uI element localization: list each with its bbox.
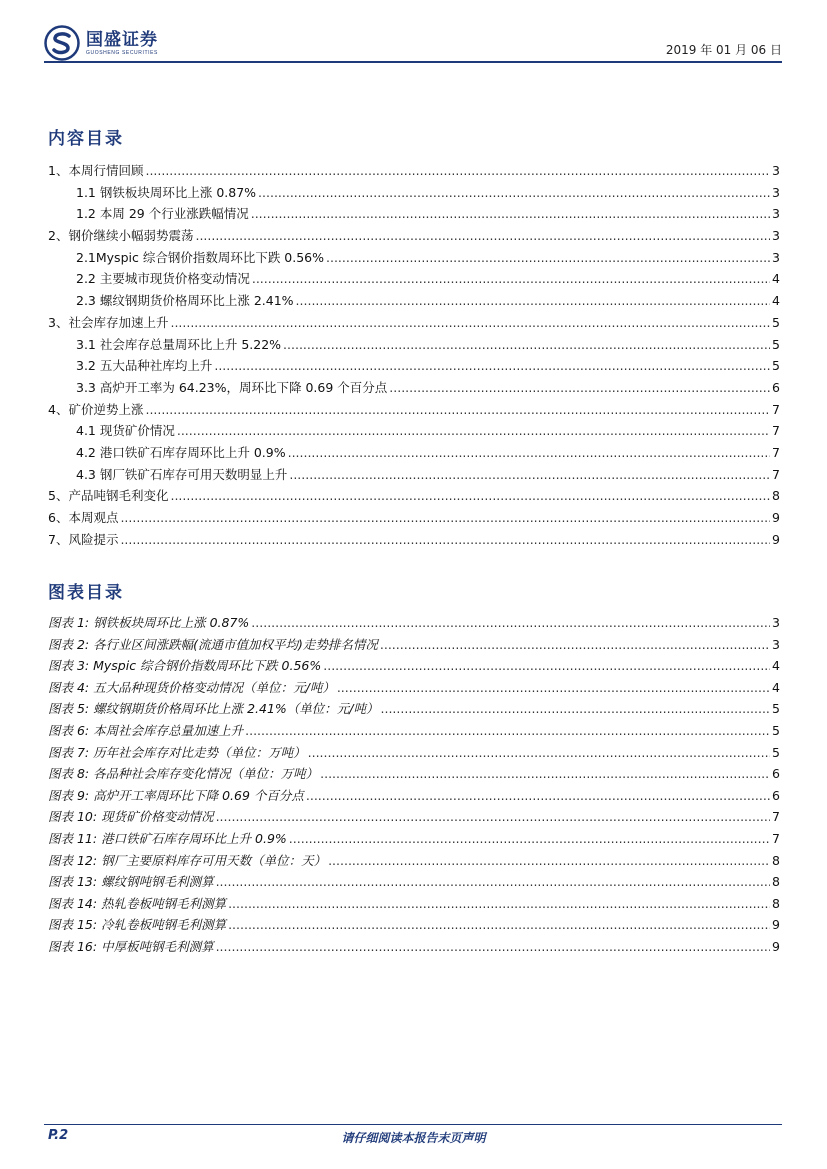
entry-page-number: 9: [772, 938, 780, 954]
entry-title: 4.1 现货矿价情况: [76, 423, 175, 439]
dot-leader: [337, 677, 770, 699]
contents-entry[interactable]: [48, 290, 780, 312]
footer-divider: [44, 1124, 782, 1125]
entry-title: 图表 11: 港口铁矿石库存周环比上升 0.9%: [48, 830, 287, 846]
figure-entry[interactable]: [48, 655, 780, 677]
entry-page-number: 5: [772, 336, 780, 352]
entry-title: 图表 5: 螺纹钢期货价格周环比上涨 2.41%（单位：元/吨）: [48, 701, 379, 717]
dot-leader: [228, 914, 770, 936]
contents-entry[interactable]: [48, 182, 780, 204]
entry-page-number: 3: [772, 206, 780, 222]
contents-entry[interactable]: [48, 442, 780, 464]
entry-title: 图表 2: 各行业区间涨跌幅(流通市值加权平均)走势排名情况: [48, 636, 378, 652]
company-logo: [44, 24, 158, 62]
entry-title: 2.2 主要城市现货价格变动情况: [76, 271, 250, 287]
entry-page-number: 3: [772, 615, 780, 630]
figure-entry[interactable]: [48, 785, 780, 807]
entry-title: 2、钢价继续小幅弱势震荡: [48, 228, 194, 244]
entry-page-number: 5: [772, 744, 780, 760]
dot-leader: [389, 377, 770, 399]
entry-title: 图表 9: 高炉开工率周环比下降 0.69 个百分点: [48, 787, 304, 803]
entry-title: 5、产品吨钢毛利变化: [48, 488, 169, 504]
contents-title: 内容目录: [48, 129, 124, 149]
figure-entry[interactable]: [48, 742, 780, 764]
entry-title: 7、风险提示: [48, 531, 119, 547]
entry-page-number: 7: [772, 809, 780, 825]
figure-entry[interactable]: [48, 828, 780, 850]
contents-entry[interactable]: [48, 485, 780, 507]
entry-title: 图表 12: 钢厂主要原料库存可用天数（单位：天）: [48, 852, 327, 868]
entry-page-number: 5: [772, 701, 780, 717]
entry-page-number: 3: [772, 636, 780, 652]
contents-entry[interactable]: [48, 420, 780, 442]
logo-mark-icon: [44, 25, 80, 61]
figure-entry[interactable]: [48, 914, 780, 936]
entry-page-number: 5: [772, 722, 780, 738]
contents-entry[interactable]: [48, 355, 780, 377]
contents-entry[interactable]: [48, 399, 780, 421]
dot-leader: [251, 203, 770, 225]
entry-title: 3.3 高炉开工率为 64.23%，周环比下降 0.69 个百分点: [76, 379, 388, 395]
contents-entry[interactable]: [48, 312, 780, 334]
dot-leader: [320, 763, 770, 785]
contents-entry[interactable]: [48, 160, 780, 182]
contents-entry[interactable]: [48, 334, 780, 356]
report-date: 2019 年 01 月 06 日: [665, 43, 782, 57]
figure-entry[interactable]: [48, 871, 780, 893]
entry-page-number: 8: [772, 488, 780, 504]
dot-leader: [170, 485, 770, 507]
dot-leader: [228, 893, 770, 915]
dot-leader: [323, 655, 770, 677]
figure-entry[interactable]: [48, 806, 780, 828]
contents-entry[interactable]: [48, 225, 780, 247]
entry-page-number: 4: [772, 679, 780, 695]
page-number: P.2: [48, 1128, 69, 1143]
dot-leader: [308, 742, 770, 764]
entry-title: 3.2 五大品种社库均上升: [76, 358, 213, 374]
entry-page-number: 4: [772, 293, 780, 309]
entry-title: 1、本周行情回顾: [48, 163, 144, 178]
entry-page-number: 3: [772, 228, 780, 244]
contents-entry[interactable]: [48, 529, 780, 551]
dot-leader: [251, 612, 770, 634]
dot-leader: [145, 399, 770, 421]
entry-page-number: 8: [772, 874, 780, 890]
entry-page-number: 6: [772, 379, 780, 395]
entry-page-number: 3: [772, 249, 780, 265]
dot-leader: [283, 334, 770, 356]
dot-leader: [245, 720, 770, 742]
contents-entry[interactable]: [48, 377, 780, 399]
dot-leader: [381, 698, 770, 720]
figures-list: [48, 612, 780, 958]
entry-title: 图表 10: 现货矿价格变动情况: [48, 809, 214, 825]
dot-leader: [145, 160, 770, 182]
contents-entry[interactable]: [48, 268, 780, 290]
figure-entry[interactable]: [48, 893, 780, 915]
contents-entry[interactable]: [48, 507, 780, 529]
entry-title: 图表 15: 冷轧卷板吨钢毛利测算: [48, 917, 227, 933]
entry-title: 4、矿价逆势上涨: [48, 401, 144, 417]
contents-entry[interactable]: [48, 203, 780, 225]
contents-entry[interactable]: [48, 247, 780, 269]
figure-entry[interactable]: [48, 936, 780, 958]
entry-page-number: 5: [772, 314, 780, 330]
entry-title: 图表 7: 历年社会库存对比走势（单位：万吨）: [48, 744, 306, 760]
contents-entry[interactable]: [48, 464, 780, 486]
entry-page-number: 4: [772, 271, 780, 287]
dot-leader: [252, 268, 770, 290]
entry-title: 图表 3: Myspic 综合钢价指数周环比下跌 0.56%: [48, 658, 322, 674]
entry-title: 6、本周观点: [48, 510, 119, 525]
contents-list: [48, 160, 780, 550]
dot-leader: [216, 936, 770, 958]
figures-title: 图表目录: [48, 583, 124, 603]
dot-leader: [216, 806, 770, 828]
entry-title: 图表 16: 中厚板吨钢毛利测算: [48, 938, 214, 954]
dot-leader: [195, 225, 770, 247]
entry-page-number: 8: [772, 895, 780, 911]
entry-page-number: 3: [772, 184, 780, 200]
header-divider: [44, 61, 782, 63]
dot-leader: [328, 850, 770, 872]
entry-page-number: 3: [772, 163, 780, 178]
entry-title: 图表 14: 热轧卷板吨钢毛利测算: [48, 895, 227, 911]
entry-title: 图表 6: 本周社会库存总量加速上升: [48, 722, 244, 738]
dot-leader: [170, 312, 770, 334]
dot-leader: [120, 529, 770, 551]
logo-english-name: GUOSHENG SECURITIES: [86, 49, 158, 56]
disclaimer-note: 请仔细阅读本报告末页声明: [341, 1131, 486, 1145]
dot-leader: [289, 828, 770, 850]
figure-entry[interactable]: [48, 850, 780, 872]
figure-entry[interactable]: [48, 698, 780, 720]
figure-entry[interactable]: [48, 763, 780, 785]
page-header: [44, 24, 782, 64]
entry-page-number: 7: [772, 466, 780, 482]
entry-page-number: 7: [772, 401, 780, 417]
dot-leader: [306, 785, 770, 807]
entry-page-number: 9: [772, 531, 780, 547]
figure-entry[interactable]: [48, 634, 780, 656]
logo-chinese-name: 国盛证券: [86, 29, 158, 50]
dot-leader: [214, 355, 770, 377]
entry-page-number: 6: [772, 766, 780, 782]
entry-title: 1.1 钢铁板块周环比上涨 0.87%: [76, 184, 257, 200]
dot-leader: [177, 420, 770, 442]
dot-leader: [288, 442, 770, 464]
entry-title: 2.1Myspic 综合钢价指数周环比下跌 0.56%: [76, 249, 325, 265]
entry-page-number: 7: [772, 830, 780, 846]
entry-page-number: 8: [772, 852, 780, 868]
dot-leader: [289, 464, 770, 486]
dot-leader: [296, 290, 770, 312]
figure-entry[interactable]: [48, 612, 780, 634]
entry-title: 3、社会库存加速上升: [48, 314, 169, 330]
entry-page-number: 5: [772, 358, 780, 374]
entry-title: 4.3 钢厂铁矿石库存可用天数明显上升: [76, 466, 288, 482]
entry-title: 图表 4: 五大品种现货价格变动情况（单位：元/吨）: [48, 679, 335, 695]
entry-page-number: 7: [772, 444, 780, 460]
dot-leader: [258, 182, 770, 204]
entry-page-number: 9: [772, 917, 780, 933]
entry-title: 4.2 港口铁矿石库存周环比上升 0.9%: [76, 444, 286, 460]
dot-leader: [120, 507, 770, 529]
entry-page-number: 4: [772, 658, 780, 674]
dot-leader: [380, 634, 770, 656]
entry-title: 3.1 社会库存总量周环比上升 5.22%: [76, 336, 282, 352]
entry-page-number: 9: [772, 510, 780, 525]
entry-page-number: 7: [772, 423, 780, 439]
entry-page-number: 6: [772, 787, 780, 803]
entry-title: 1.2 本周 29 个行业涨跌幅情况: [76, 206, 249, 222]
dot-leader: [326, 247, 770, 269]
figure-entry[interactable]: [48, 720, 780, 742]
entry-title: 图表 1: 钢铁板块周环比上涨 0.87%: [48, 615, 250, 630]
entry-title: 2.3 螺纹钢期货价格周环比上涨 2.41%: [76, 293, 294, 309]
figure-entry[interactable]: [48, 677, 780, 699]
entry-title: 图表 13: 螺纹钢吨钢毛利测算: [48, 874, 214, 890]
entry-title: 图表 8: 各品种社会库存变化情况（单位：万吨）: [48, 766, 319, 782]
dot-leader: [216, 871, 770, 893]
